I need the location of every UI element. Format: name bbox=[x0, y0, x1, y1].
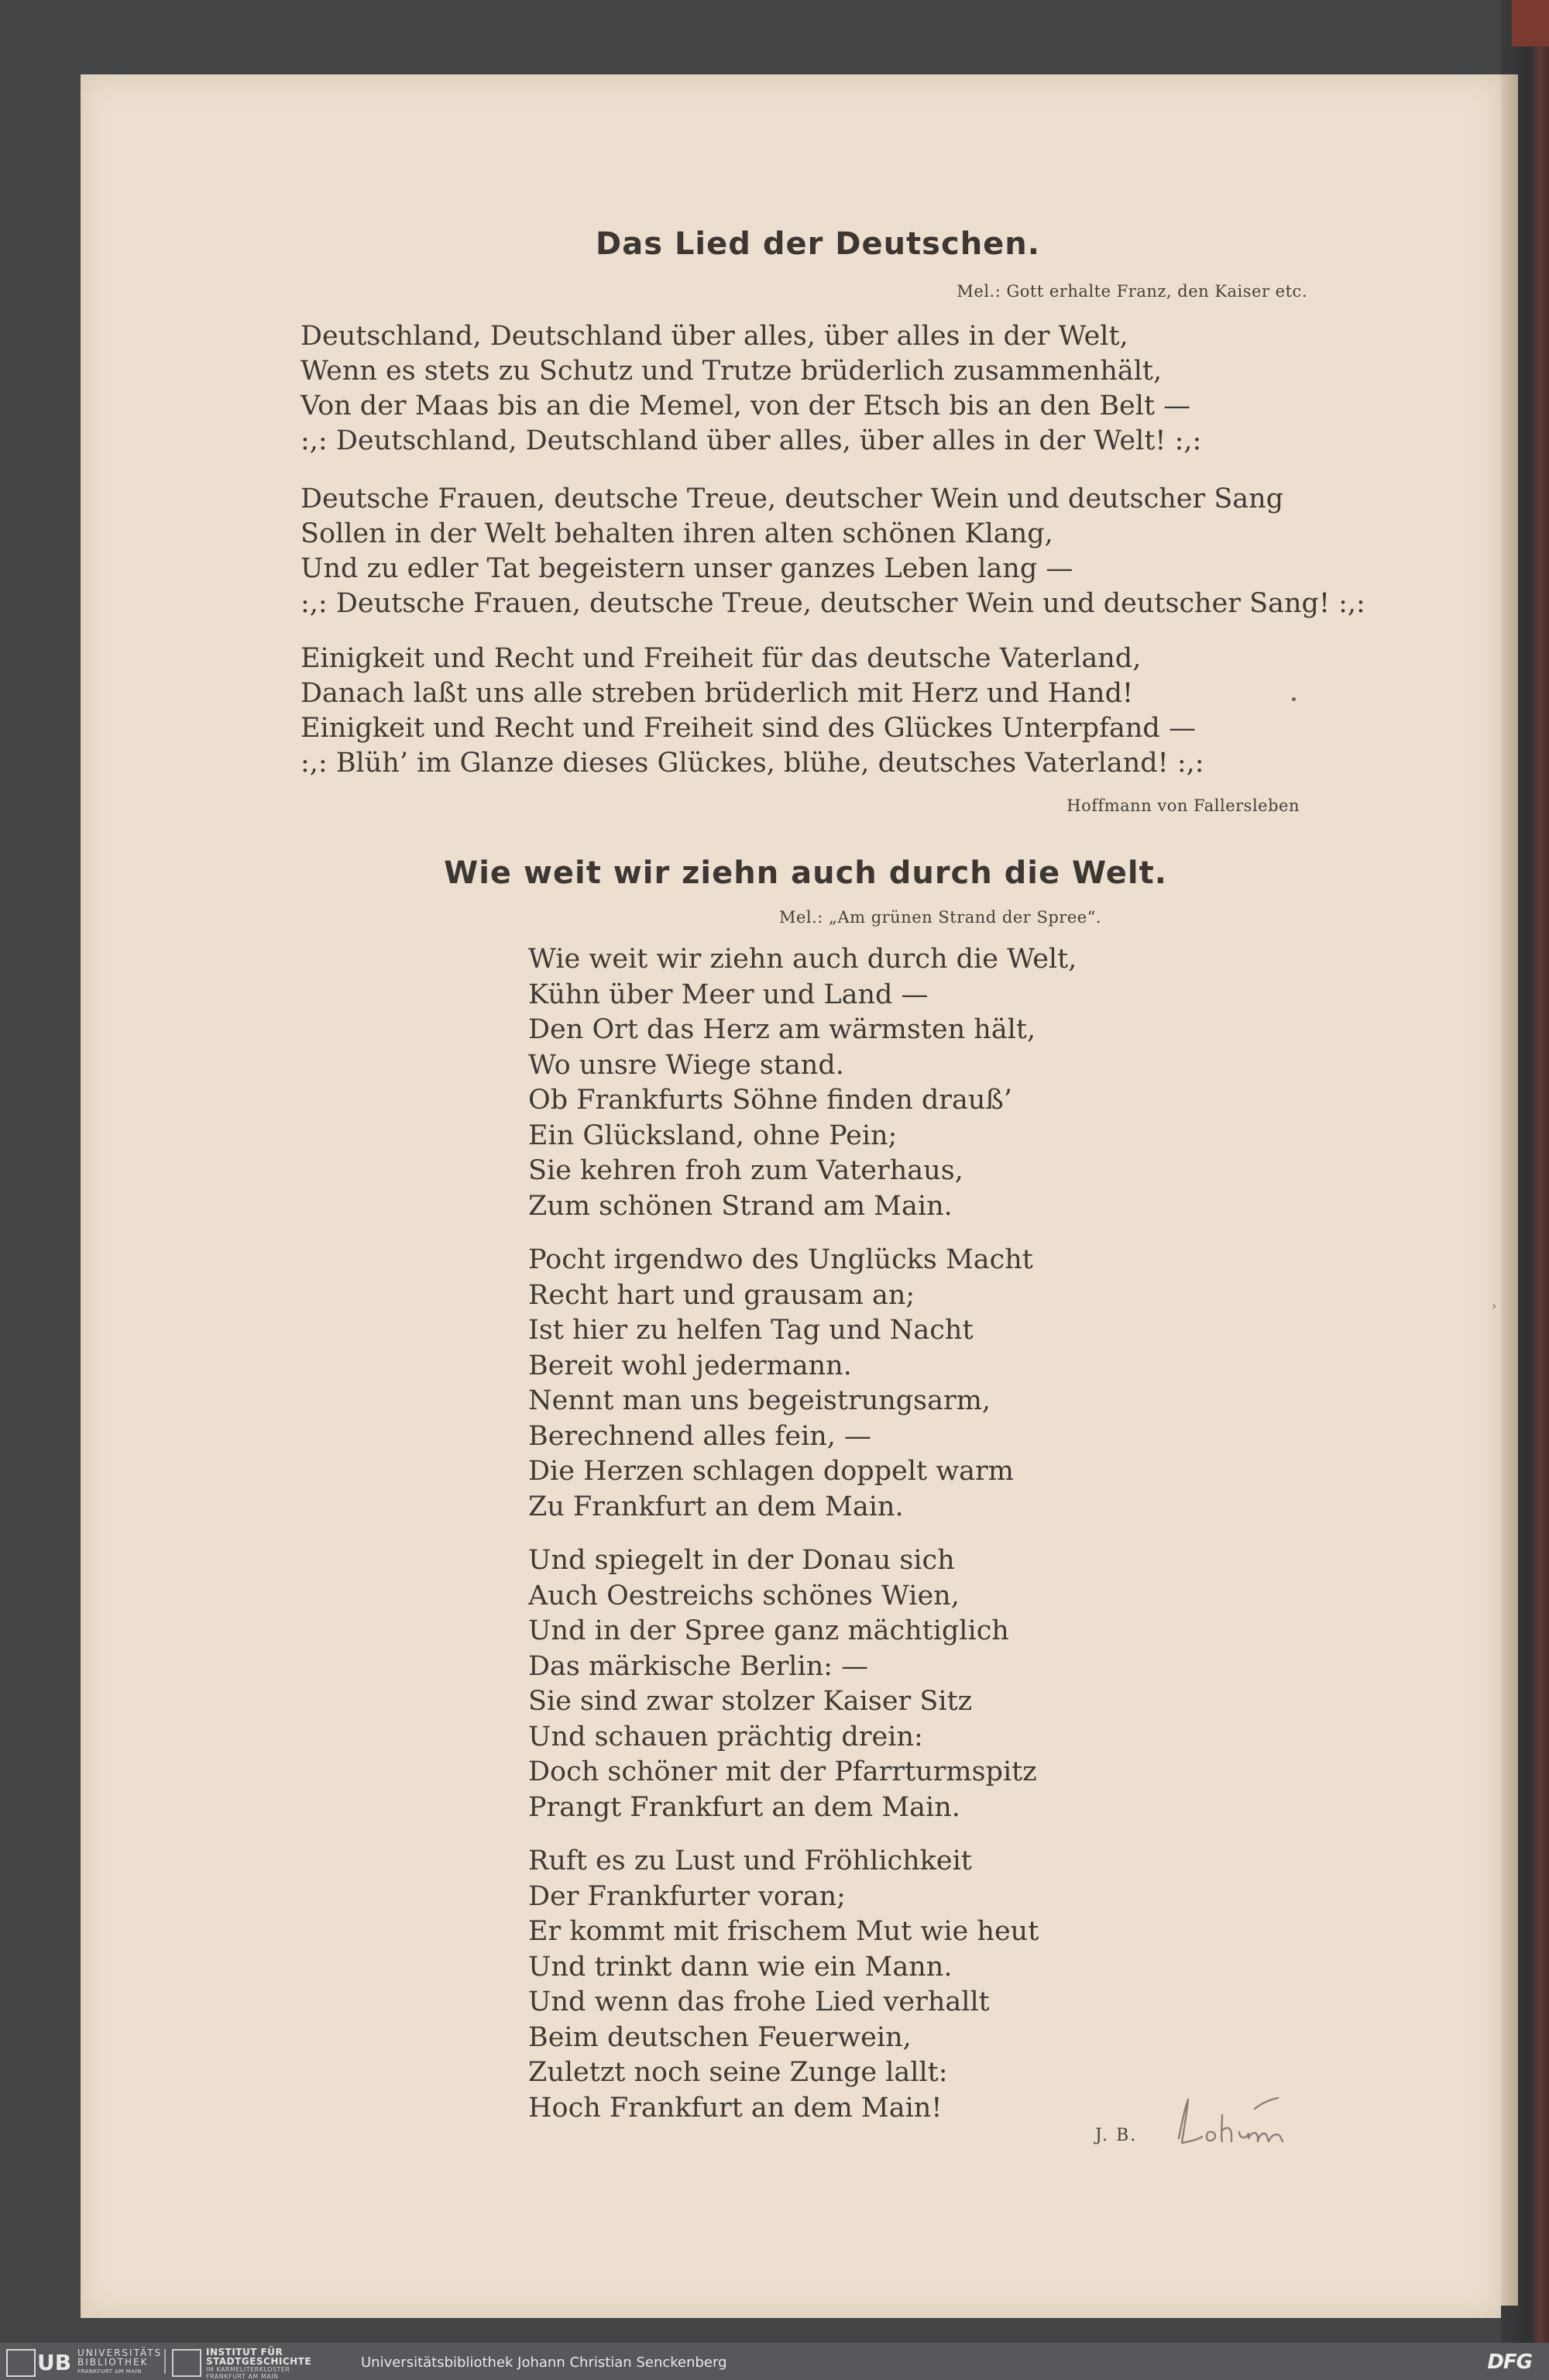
verse-line: Deutsche Frauen, deutsche Treue, deutscher Wein und deutscher Sang bbox=[301, 483, 1284, 514]
verse-line: Wie weit wir ziehn auch durch die Welt, bbox=[528, 944, 1077, 975]
institute-label: INSTITUT FÜR STADTGESCHICHTE IM KARMELITERKLOSTER FRANKFURT AM MAIN bbox=[206, 2347, 312, 2380]
verse-line: Nennt man uns begeistrungsarm, bbox=[528, 1385, 991, 1416]
verse-line: Sollen in der Welt behalten ihren alten schönen Klang, bbox=[301, 518, 1053, 549]
verse-line: Und schauen prächtig drein: bbox=[528, 1721, 923, 1752]
verse-line: Von der Maas bis an die Memel, von der Etsch bis an den Belt — bbox=[301, 390, 1191, 421]
book-binding-edge bbox=[1512, 0, 1549, 46]
institute-logo-icon bbox=[172, 2349, 201, 2377]
university-library-label: UNIVERSITÄTS BIBLIOTHEK FRANKFURT AM MAIN bbox=[77, 2347, 163, 2375]
verse-line: Zum schönen Strand am Main. bbox=[528, 1190, 953, 1222]
verse-line: Bereit wohl jedermann. bbox=[528, 1350, 852, 1381]
verse-line: Der Frankfurter voran; bbox=[528, 1880, 846, 1912]
verse-line: Die Herzen schlagen doppelt warm bbox=[528, 1456, 1014, 1487]
verse-line: Berechnend alles fein, — bbox=[528, 1420, 872, 1452]
verse-line: :,: Deutsche Frauen, deutsche Treue, deutscher Wein und deutscher Sang! :,: bbox=[301, 588, 1365, 619]
footer-bar bbox=[0, 2343, 1549, 2380]
verse-line: Deutschland, Deutschland über alles, über alles in der Welt, bbox=[301, 321, 1128, 352]
verse-line: Und spiegelt in der Donau sich bbox=[528, 1545, 955, 1576]
song2-author-initials: J. B. bbox=[1095, 2126, 1138, 2145]
verse-line: Sie sind zwar stolzer Kaiser Sitz bbox=[528, 1686, 973, 1717]
verse-line: :,: Deutschland, Deutschland über alles, über alles in der Welt! :,: bbox=[301, 425, 1202, 456]
verse-line: Einigkeit und Recht und Freiheit für das deutsche Vaterland, bbox=[301, 643, 1142, 674]
paper-speck bbox=[1292, 697, 1296, 701]
song1-melody: Mel.: Gott erhalte Franz, den Kaiser etc. bbox=[957, 282, 1307, 301]
song2-stanza-1 bbox=[528, 942, 1225, 1224]
song2-stanza-2 bbox=[528, 1243, 1225, 1525]
song1-stanza-3 bbox=[301, 641, 1307, 781]
song1-title: Das Lied der Deutschen. bbox=[596, 226, 1040, 262]
library-name: Universitätsbibliothek Johann Christian Senckenberg bbox=[361, 2354, 727, 2371]
song1-author: Hoffmann von Fallersleben bbox=[1066, 796, 1300, 815]
verse-line: Auch Oestreichs schönes Wien, bbox=[528, 1580, 960, 1611]
song2-melody: Mel.: „Am grünen Strand der Spree“. bbox=[779, 908, 1102, 927]
verse-line: Ist hier zu helfen Tag und Nacht bbox=[528, 1315, 974, 1346]
verse-line: Ob Frankfurts Söhne finden drauß’ bbox=[528, 1085, 1012, 1116]
verse-line: Hoch Frankfurt an dem Main! bbox=[528, 2092, 943, 2124]
song2-stanza-4 bbox=[528, 1844, 1225, 2126]
verse-line: Kühn über Meer und Land — bbox=[528, 978, 929, 1010]
verse-line: Pocht irgendwo des Unglücks Macht bbox=[528, 1244, 1033, 1275]
verse-line: Den Ort das Herz am wärmsten hält, bbox=[528, 1014, 1036, 1045]
ub-logo-text: UB bbox=[37, 2350, 72, 2375]
footer-divider bbox=[164, 2349, 166, 2374]
verse-line: Wenn es stets zu Schutz und Trutze brüderlich zusammenhält, bbox=[301, 356, 1163, 387]
verse-line: Beim deutschen Feuerwein, bbox=[528, 2021, 912, 2053]
verse-line: Und wenn das frohe Lied verhallt bbox=[528, 1986, 990, 2017]
verse-line: :,: Blüh’ im Glanze dieses Glückes, blühe, deutsches Vaterland! :,: bbox=[301, 748, 1204, 779]
song1-stanza-1 bbox=[301, 319, 1307, 459]
ub-logo-icon bbox=[6, 2349, 36, 2377]
verse-line: Danach laßt uns alle streben brüderlich mit Herz und Hand! bbox=[301, 678, 1134, 709]
verse-line: Prangt Frankfurt an dem Main. bbox=[528, 1791, 960, 1823]
dfg-logo: DFG bbox=[1487, 2351, 1532, 2374]
verse-line: Einigkeit und Recht und Freiheit sind des Glückes Unterpfand — bbox=[301, 713, 1196, 744]
verse-line: Er kommt mit frischem Mut wie heut bbox=[528, 1916, 1039, 1947]
song2-title: Wie weit wir ziehn auch durch die Welt. bbox=[444, 855, 1167, 891]
verse-line: Recht hart und grausam an; bbox=[528, 1279, 915, 1311]
verse-line: Ruft es zu Lust und Fröhlichkeit bbox=[528, 1845, 972, 1876]
song1-stanza-2 bbox=[301, 482, 1365, 621]
verse-line: Das märkische Berlin: — bbox=[528, 1650, 869, 1682]
verse-line: Wo unsre Wiege stand. bbox=[528, 1049, 844, 1081]
song2-stanza-3 bbox=[528, 1543, 1225, 1825]
verse-line: Und zu edler Tat begeistern unser ganzes Leben lang — bbox=[301, 553, 1073, 584]
verse-line: Sie kehren froh zum Vaterhaus, bbox=[528, 1155, 963, 1186]
verse-line: Ein Glücksland, ohne Pein; bbox=[528, 1119, 898, 1151]
verse-line: Zu Frankfurt an dem Main. bbox=[528, 1491, 904, 1522]
margin-mark: › bbox=[1492, 1298, 1497, 1313]
verse-line: Doch schöner mit der Pfarrturmspitz bbox=[528, 1756, 1037, 1787]
verse-line: Zuletzt noch seine Zunge lallt: bbox=[528, 2057, 948, 2088]
verse-line: Und trinkt dann wie ein Mann. bbox=[528, 1951, 953, 1983]
verse-line: Und in der Spree ganz mächtiglich bbox=[528, 1615, 1009, 1646]
handwritten-signature bbox=[1171, 2092, 1310, 2162]
